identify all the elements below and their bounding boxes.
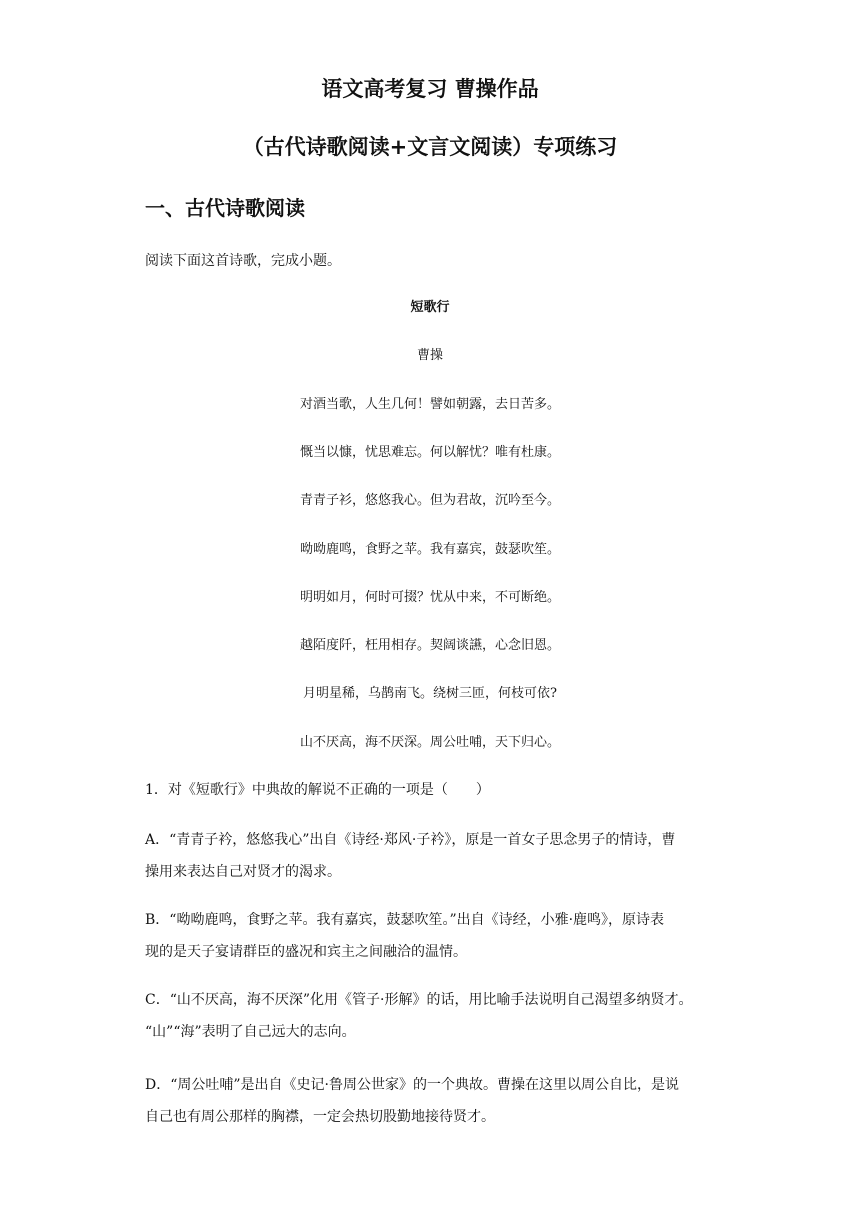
document-title: 语文高考复习 曹操作品 xyxy=(321,77,539,101)
option-d-line-2: 自己也有周公那样的胸襟，一定会热切股勤地接待贤才。 xyxy=(145,1109,495,1125)
option-c-line-1: C．“山不厌高，海不厌深”化用《管子·形解》的话，用比喻手法说明自己渴望多纳贤才。 xyxy=(145,992,693,1008)
poem-title: 短歌行 xyxy=(410,300,450,315)
option-a-line-2: 操用来表达自己对贤才的渴求。 xyxy=(145,864,341,880)
option-a-line-1: A．“青青子衿，悠悠我心”出自《诗经·郑风·子衿》，原是一首女子思念男子的情诗，曹 xyxy=(145,832,676,848)
poem-line: 越陌度阡，枉用相存。契阔谈讌，心念旧恩。 xyxy=(299,638,560,653)
poem-line: 山不厌高，海不厌深。周公吐哺，天下归心。 xyxy=(299,735,560,750)
option-c-line-2: “山”“海”表明了自己远大的志向。 xyxy=(145,1024,356,1040)
poem-line: 对酒当歌，人生几何！譬如朝露，去日苦多。 xyxy=(299,397,560,412)
option-d-line-1: D．“周公吐哺”是出自《史记·鲁周公世家》的一个典故。曹操在这里以周公自比，是说 xyxy=(145,1077,679,1093)
poem-line: 慨当以慷，忧思难忘。何以解忧？唯有杜康。 xyxy=(299,445,560,460)
instruction-text: 阅读下面这首诗歌，完成小题。 xyxy=(145,253,341,269)
poem-line: 呦呦鹿鸣，食野之苹。我有嘉宾，鼓瑟吹笙。 xyxy=(299,542,560,557)
document-subtitle: （古代诗歌阅读+文言文阅读）专项练习 xyxy=(242,135,618,159)
option-b-line-2: 现的是天子宴请群臣的盛况和宾主之间融洽的温情。 xyxy=(145,944,467,960)
poem-author: 曹操 xyxy=(416,348,443,363)
question-stem: 1．对《短歌行》中典故的解说不正确的一项是（ ） xyxy=(145,782,490,798)
option-b-line-1: B．“呦呦鹿鸣，食野之苹。我有嘉宾，鼓瑟吹笙。”出自《诗经，小雅·鹿鸣》，原诗表 xyxy=(145,912,665,928)
section-heading: 一、古代诗歌阅读 xyxy=(145,196,305,220)
poem-line: 月明星稀，乌鹊南飞。绕树三匝，何枝可依? xyxy=(303,686,557,701)
poem-line: 青青子衫，悠悠我心。但为君故，沉吟至今。 xyxy=(299,493,560,508)
poem-line: 明明如月，何时可掇？忧从中来，不可断绝。 xyxy=(299,590,560,605)
